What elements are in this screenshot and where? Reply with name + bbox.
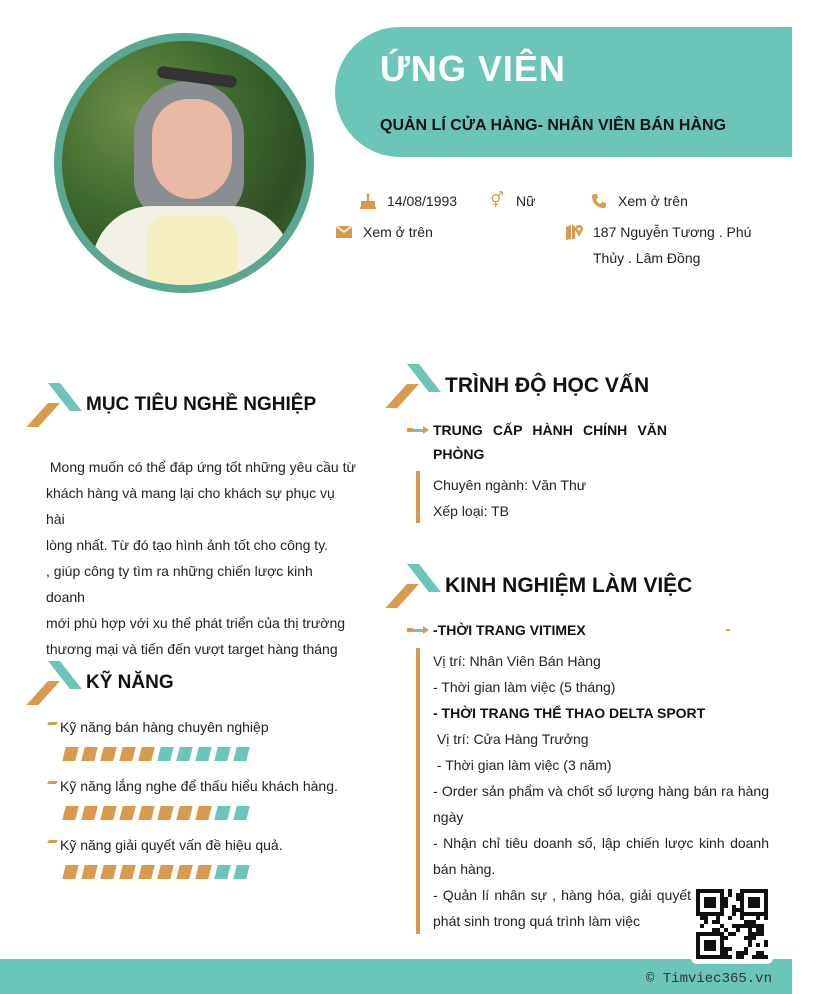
skill-item: Kỹ năng lắng nghe để thấu hiểu khách hàng. [48,776,348,820]
birthday-value: 14/08/1993 [387,193,458,209]
education-divider [416,471,420,523]
qr-code[interactable] [691,884,773,964]
skill-rating [64,865,348,879]
avatar [62,41,306,285]
email-field [335,219,433,245]
skill-item: Kỹ năng giải quyết vấn đề hiệu quả. [48,835,348,879]
address-line-1: 187 Nguyễn Tương . Phú [593,224,752,240]
objective-text: Mong muốn có thể đáp ứng tốt những yêu cầu từ khách hàng và mang lại cho khách sự phục vụ hài lòng nhất. Từ đó tạo hình ảnh tốt cho công ty. , giúp công ty tìm ra những chiến lược kinh doanh mới phù hợp với xu thế phát triển của thị trường thương mại và tiến đến vượt target hàng tháng [46,459,356,657]
dash-icon [47,781,58,784]
header-band [335,27,792,157]
gender-field [488,188,535,214]
phone-value: Xem ở trên [618,193,688,209]
gender-icon: ⚥ [490,192,504,209]
qr-code-icon [696,889,768,959]
section-title-experience: KINH NGHIỆM LÀM VIỆC [405,564,692,608]
birthday-field [359,188,457,214]
phone-icon [590,188,608,214]
copyright-link[interactable]: © Timviec365.vn [645,971,772,987]
chevron-icon [46,661,72,705]
company-name: -THỜI TRANG VITIMEX [407,618,586,642]
skill-rating [64,747,348,761]
map-pin-icon [565,219,583,245]
decorative-dash [726,629,730,631]
address-line-2: Thủy . Lâm Đồng [593,250,701,266]
phone-field [590,188,688,214]
chevron-icon [46,383,72,427]
footer-band [0,959,792,994]
skill-item: Kỹ năng bán hàng chuyên nghiệp [48,717,348,761]
skill-rating [64,806,348,820]
cake-icon [359,188,377,214]
section-title-skills: KỸ NĂNG [46,661,174,705]
candidate-role: QUẢN LÍ CỬA HÀNG- NHÂN VIÊN BÁN HÀNG [380,117,727,134]
arrow-right-icon [407,425,429,435]
section-title-education: TRÌNH ĐỘ HỌC VẤN [405,364,649,408]
address-field [565,219,751,271]
email-value: Xem ở trên [363,224,433,240]
gender-value: Nữ [516,193,536,209]
education-details: Chuyên ngành: Văn Thư Xếp loại: TB [433,477,587,519]
arrow-right-icon [407,625,429,635]
chevron-icon [405,564,431,608]
avatar-frame [54,33,314,293]
chevron-icon [405,364,431,408]
envelope-icon [335,219,353,245]
experience-divider [416,648,420,934]
experience-details: Vị trí: Nhân Viên Bán Hàng - Thời gian làm việc (5 tháng) - THỜI TRANG THỂ THAO DELTA SPORT Vị trí: Cửa Hàng Trưởng - Thời gian làm việc (3 năm) - Order sản phẩm và chốt số lượng hàng bán ra hàng ngày - Nhận chỉ tiêu doanh số, lập chiến lược kinh doanh bán hàng. - Quản lí nhân sự , hàng hóa, giải quyết phát sinh trong quá trình làm việc [433,653,769,929]
dash-icon [47,722,58,725]
school-name: TRUNG CẤP HÀNH CHÍNH VĂN PHÒNG [407,418,667,466]
section-title-objective: MỤC TIÊU NGHỀ NGHIỆP [46,383,316,427]
dash-icon [47,840,58,843]
candidate-name: ỨNG VIÊN [380,48,566,89]
